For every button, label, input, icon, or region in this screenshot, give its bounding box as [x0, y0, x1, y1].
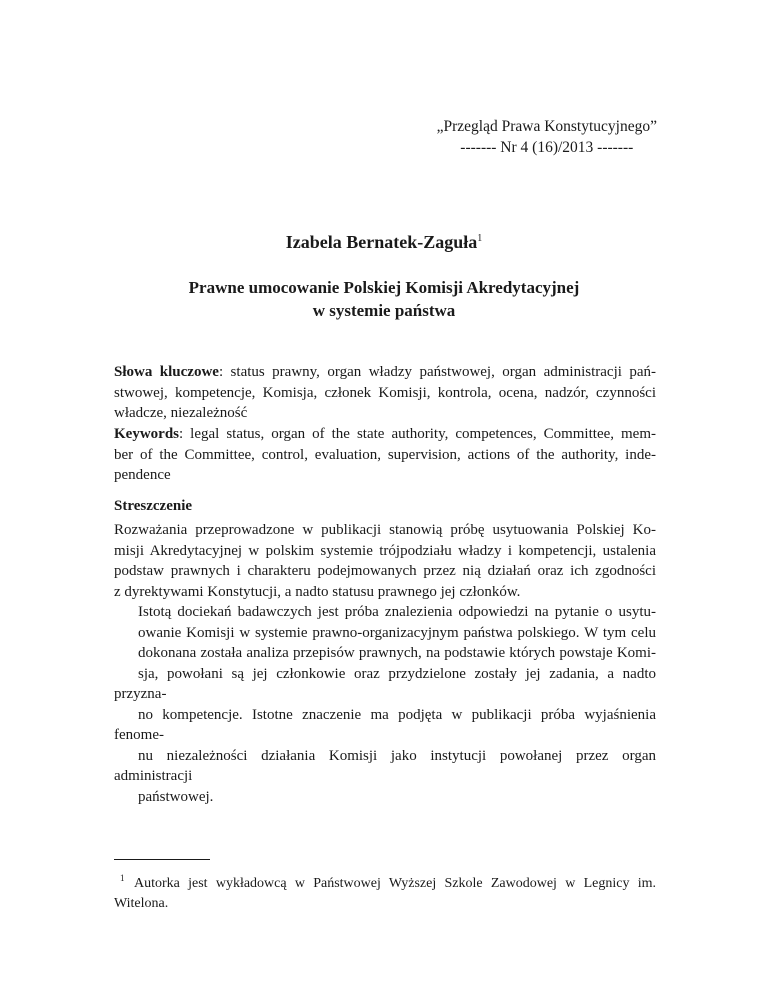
footnote	[114, 868, 656, 914]
journal-issue: ------- Nr 4 (16)/2013 -------	[460, 139, 634, 156]
journal-name: „Przegląd Prawa Konstytucyjnego”	[436, 118, 657, 135]
abstract-p1-line-3: podstaw prawnych i charakteru podejmowanych przez nią działań oraz ich zgodności	[114, 563, 656, 579]
keywords-english-line-3: pendence	[114, 467, 171, 483]
keywords-polish-line-3: władcze, niezależność	[114, 405, 248, 421]
article-title	[0, 276, 768, 322]
abstract-p2-line-1: Istotą dociekań badawczych jest próba znalezienia odpowiedzi na pytanie o usytu-	[138, 604, 656, 620]
footnote-line-1: Autorka jest wykładowcą w Państwowej Wyższej Szkole Zawodowej w Legnicy im.	[134, 876, 656, 891]
article-title-line-1: Prawne umocowanie Polskiej Komisji Akredytacyjnej	[188, 278, 580, 297]
abstract-p2-line-4: sja, powołani są jej członkowie oraz przydzielone zostały jej zadania, a nadto przyzna-	[114, 665, 656, 702]
keywords-english	[114, 424, 656, 486]
abstract-p1-line-2: misji Akredytacyjnej w polskim systemie trójpodziału władzy i kompetencji, ustalenia	[114, 542, 656, 559]
keywords-english-label: Keywords	[114, 426, 179, 442]
abstract-p2-line-7: państwowej.	[138, 788, 214, 805]
footnote-mark: 1	[120, 873, 125, 883]
journal-header	[437, 116, 657, 158]
abstract-p2-line-6: nu niezależności działania Komisji jako instytucji powołanej przez organ administracji	[114, 747, 656, 784]
keywords-polish-line-2: stwowej, kompetencje, Komisja, członek Komisji, kontrola, ocena, nadzór, czynności	[114, 384, 656, 401]
abstract-paragraph-1	[114, 520, 656, 602]
abstract-p1-line-1: Rozważania przeprowadzone w publikacji stanowią próbę usytuowania Polskiej Ko-	[114, 522, 656, 538]
keywords-polish-line-1: : status prawny, organ władzy państwowej, organ administracji pań-	[218, 364, 657, 380]
footnote-line-2: Witelona.	[114, 896, 169, 911]
keywords-english-line-1: : legal status, organ of the state authority, competences, Committee, mem-	[179, 426, 656, 442]
article-title-line-2: w systemie państwa	[312, 301, 456, 320]
keywords-polish-label: Słowa kluczowe	[114, 364, 219, 380]
keywords-english-line-2: ber of the Committee, control, evaluation, supervision, actions of the authority, inde-	[114, 446, 656, 463]
footnote-separator	[114, 859, 210, 860]
abstract-p2-line-2: owanie Komisji w systemie prawno-organizacyjnym państwa polskiego. W tym celu	[138, 624, 656, 641]
author-name-text: Izabela Bernatek-Zaguła	[285, 232, 478, 252]
keywords-polish	[114, 362, 656, 424]
abstract-p2-line-3: dokonana została analiza przepisów prawnych, na podstawie których powstaje Komi-	[138, 645, 656, 661]
abstract-paragraph-2	[114, 602, 656, 807]
abstract-body	[114, 520, 656, 807]
abstract-p1-line-4: z dyrektywami Konstytucji, a nadto statusu prawnego jej członków.	[114, 583, 521, 600]
author-name	[0, 232, 768, 253]
abstract-p2-line-5: no kompetencje. Istotne znaczenie ma podjęta w publikacji próba wyjaśnienia fenome-	[114, 706, 656, 743]
abstract-heading: Streszczenie	[114, 498, 193, 514]
author-footnote-ref: 1	[477, 233, 483, 244]
